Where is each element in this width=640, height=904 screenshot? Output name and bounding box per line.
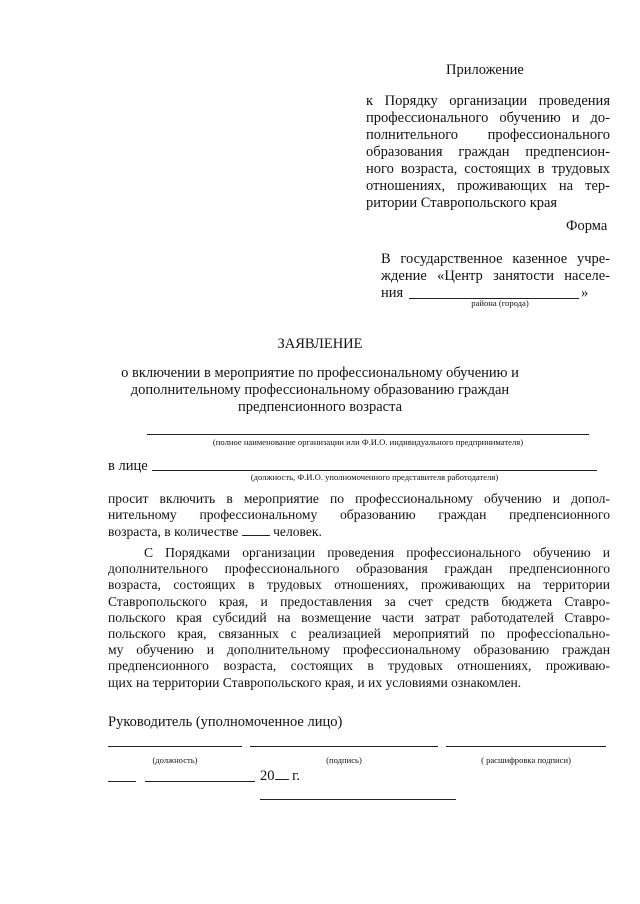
district-hint: района (города): [471, 298, 529, 308]
position-field[interactable]: [108, 746, 242, 747]
position-hint: (должность): [152, 755, 198, 765]
request-line-last: [108, 523, 610, 540]
addressee-line: В государственное казенное учре-: [381, 251, 610, 267]
addressee-line: ждение «Центр занятости населе-: [381, 268, 610, 284]
representative-hint: (должность, Ф.И.О. уполномоченного представителя работодателя): [250, 472, 499, 482]
ack-line: польского края субсидий на возмещение части затрат работодателей Ставро-: [108, 609, 610, 625]
year-prefix: 20: [260, 768, 275, 784]
date-month-field[interactable]: [145, 781, 255, 782]
document-subtitle: [100, 365, 540, 416]
subtitle-line: предпенсионного возраста: [237, 399, 403, 415]
appendix-reference-line: образования граждан предпенсион-: [366, 144, 610, 160]
appendix-reference-line: отношениях, проживающих на тер-: [366, 178, 610, 194]
quantity-prefix: возраста, в количестве: [108, 524, 239, 540]
appendix-reference-line: ного возраста, состоящих в трудовых: [366, 161, 610, 177]
person-prefix: в лице: [108, 458, 148, 474]
representative-field[interactable]: [152, 470, 597, 471]
year-suffix: г.: [292, 768, 301, 784]
date-year-field[interactable]: [275, 767, 289, 780]
appendix-reference-line: профессионального обучению и до-: [366, 110, 610, 126]
organization-field[interactable]: [147, 434, 589, 435]
appendix-reference: [366, 93, 610, 212]
acknowledgement-paragraph: [108, 545, 610, 691]
signature-hint: (подпись): [326, 755, 362, 765]
ack-line: му обучению и дополнительному профессиональному образованию граждан: [108, 642, 610, 658]
ack-line: возраста, состоящих в трудовых отношениях, проживающих на территории: [108, 577, 610, 593]
date-year-block: [260, 767, 300, 785]
appendix-reference-line: ритории Ставропольского края: [366, 195, 558, 211]
appendix-reference-line: полнительного профессионального: [366, 127, 610, 143]
closing-quote: »: [581, 285, 589, 301]
decoding-hint: ( расшифровка подписи): [481, 755, 571, 765]
subtitle-line: о включении в мероприятие по профессиональному обучению и: [121, 365, 519, 381]
appendix-label: Приложение: [446, 62, 524, 78]
ack-line: польского края, связанных с реализацией мероприятий по профессionально-: [108, 626, 610, 642]
ack-line-last: щих на территории Ставропольского края, и их условиями ознакомлен.: [108, 674, 522, 690]
form-label: Форма: [566, 218, 608, 234]
ack-line: С Порядками организации проведения профессионального обучению и: [144, 545, 610, 560]
ack-line: Ставропольского края, и предоставления за счет средств бюджета Ставро-: [108, 593, 610, 609]
quantity-field[interactable]: [242, 523, 270, 536]
request-paragraph: [108, 491, 610, 541]
addressee-block: [381, 251, 610, 302]
ack-line: предпенсионного возраста, состоящих в трудовых отношениях, проживаю-: [108, 658, 610, 674]
signature-field[interactable]: [250, 746, 438, 747]
stamp-line: [260, 799, 456, 800]
request-line: просит включить в мероприятие по профессиональному обучению и допол-: [108, 491, 610, 506]
head-label: Руководитель (уполномоченное лицо): [108, 714, 343, 730]
ack-line: дополнительного профессионального образования граждан предпенсионного: [108, 561, 610, 577]
request-line: нительному профессиональному образованию граждан предпенсионного: [108, 507, 610, 523]
document-title: ЗАЯВЛЕНИЕ: [277, 336, 363, 352]
subtitle-line: дополнительному профессиональному образованию граждан: [130, 382, 510, 398]
quantity-suffix: человек.: [273, 524, 322, 540]
decoding-field[interactable]: [446, 746, 606, 747]
organization-hint: (полное наименование организации или Ф.И.О. индивидуального предпринимателя): [212, 437, 524, 447]
addressee-line: ния: [381, 285, 404, 301]
appendix-reference-line: к Порядку организации проведения: [366, 93, 610, 109]
date-day-field[interactable]: [108, 781, 136, 782]
